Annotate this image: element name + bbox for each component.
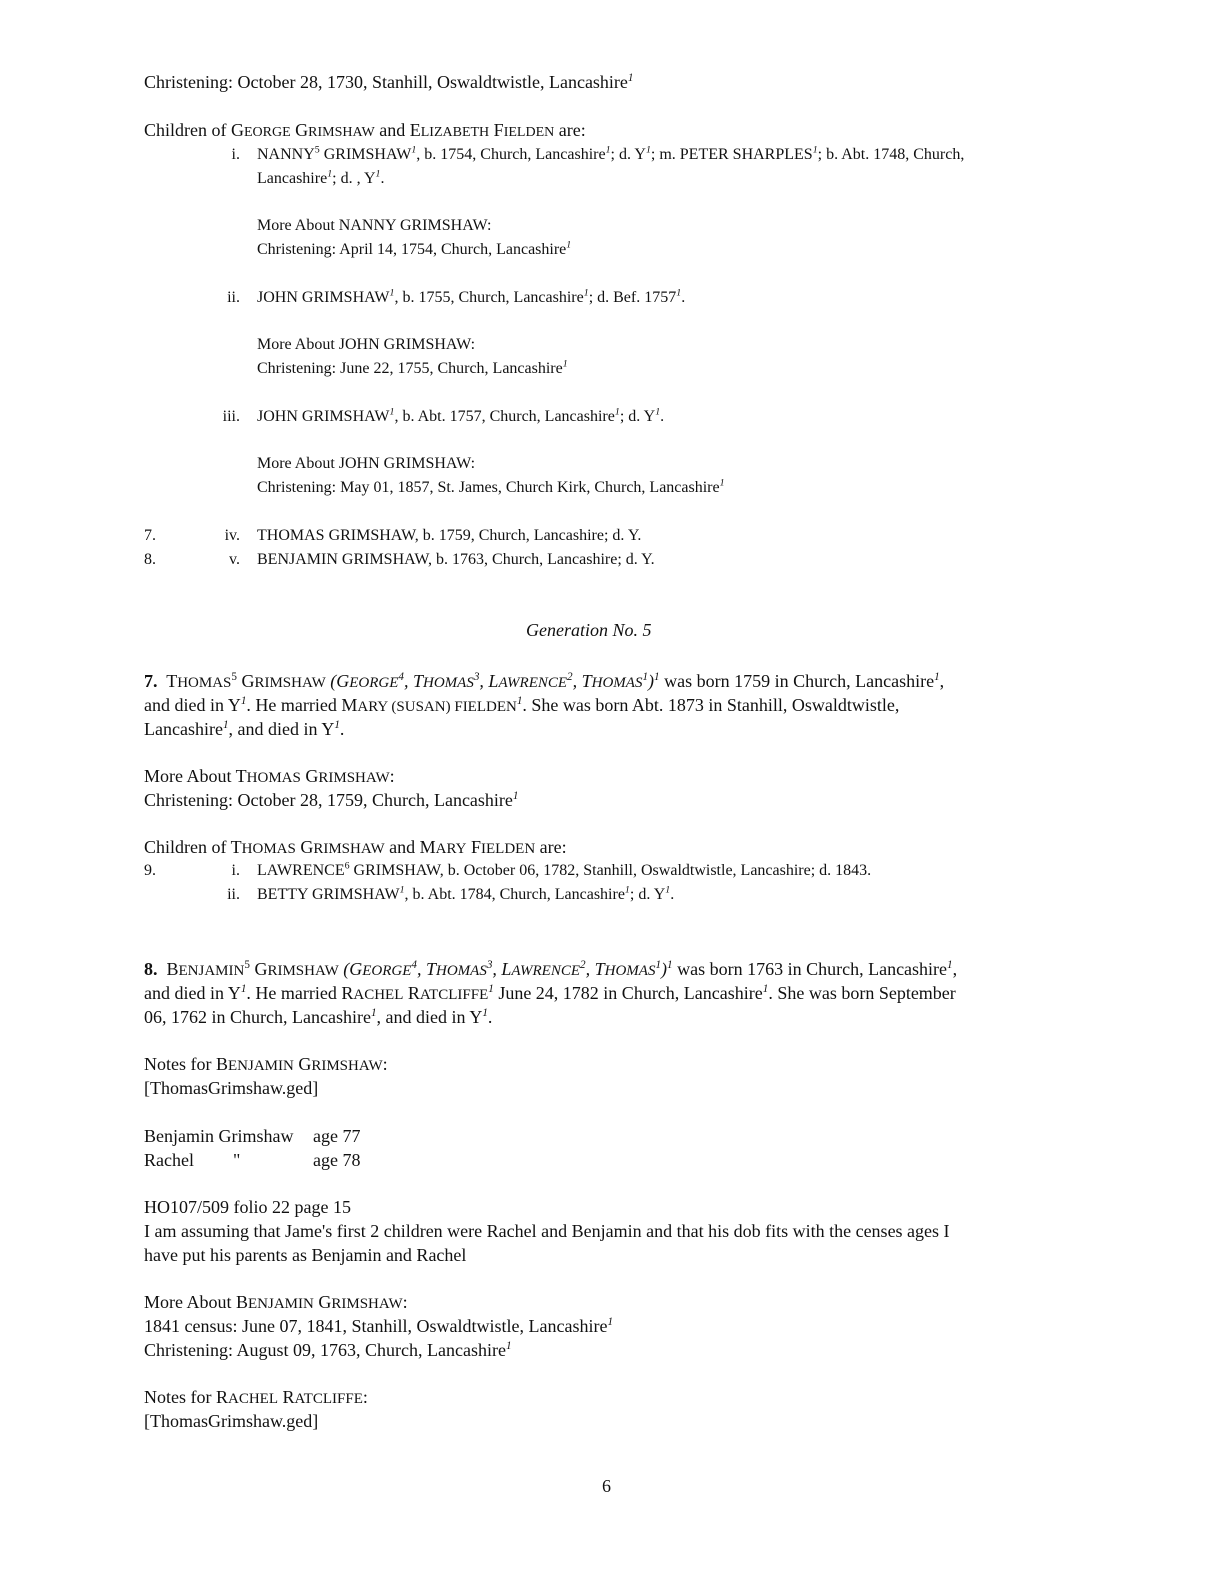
text: . She was born September	[768, 983, 956, 1003]
text: ,	[939, 671, 945, 691]
child-numeral: iii.	[222, 408, 240, 425]
text: RIMSHAW	[311, 1058, 383, 1074]
text: EORGE	[362, 963, 412, 979]
text: Christening: April 14, 1754, Church, Lancashire	[257, 241, 567, 258]
source-citation: 1	[240, 695, 247, 707]
text: and died in Y	[144, 983, 241, 1003]
text: , and died in Y	[228, 719, 335, 739]
text: IELDEN	[481, 841, 536, 857]
text: 2	[580, 959, 586, 971]
more-about-text	[257, 241, 571, 259]
child-entry-nanny	[257, 146, 964, 164]
source-citation: 1	[411, 144, 417, 156]
page-number: 6	[602, 1476, 611, 1496]
generation-number: 5	[314, 144, 320, 156]
text: ; b. Abt. 1748, Church,	[817, 146, 965, 163]
thomas-more-text	[144, 790, 519, 811]
text: , b. Abt. 1784, Church, Lancashire	[404, 886, 625, 903]
source-citation: 1	[488, 983, 494, 995]
notes-paragraph: I am assuming that Jame's first 2 children were Rachel and Benjamin and that his dob fits with the censes ages I	[144, 1221, 950, 1241]
text: AWRENCE	[511, 963, 581, 979]
text: :	[382, 1054, 388, 1074]
source-citation: 1	[222, 719, 229, 731]
text: NANNY	[257, 146, 315, 163]
generation-heading: Generation No. 5	[526, 620, 652, 640]
text: ; m. PETER SHARPLES	[650, 146, 813, 163]
text: G	[300, 766, 319, 786]
text: ARY (S	[357, 699, 405, 715]
text: , b. 1754, Church, Lancashire	[416, 146, 606, 163]
text: are:	[535, 837, 567, 857]
text: )	[661, 959, 668, 979]
text: USAN) F	[404, 699, 463, 715]
text: F	[493, 120, 504, 140]
text: ; d. Bef. 1757	[588, 289, 677, 306]
text: HOMAS	[241, 841, 296, 857]
text: , T	[585, 959, 605, 979]
text: and M	[384, 837, 436, 857]
benjamin-entry-line1	[144, 959, 957, 980]
source-citation: 1	[516, 695, 523, 707]
generation-number: 5	[244, 959, 250, 971]
text: RIMSHAW	[308, 125, 375, 140]
text: . He married	[246, 695, 342, 715]
text: M	[341, 695, 358, 715]
source-citation: 1	[934, 671, 940, 683]
text: Children of	[144, 120, 231, 140]
text: BETTY GRIMSHAW	[257, 886, 400, 903]
text: Christening: June 22, 1755, Church, Lancashire	[257, 360, 563, 377]
text: RIMSHAW	[318, 770, 390, 786]
text: ,	[952, 959, 958, 979]
text: was born 1759 in Church, Lancashire	[659, 671, 935, 691]
christening-text: Christening: October 28, 1730, Stanhill, Oswaldtwistle, Lancashire	[144, 72, 628, 92]
text: GRIMSHAW	[319, 146, 412, 163]
text: and died in Y	[144, 695, 241, 715]
text: ATCLIFFE	[419, 987, 489, 1003]
text: HOMAS	[591, 675, 643, 691]
text: Lancashire	[144, 719, 223, 739]
more-about-label: More About NANNY GRIMSHAW:	[257, 217, 492, 234]
source-citation: 1	[654, 671, 660, 683]
text: RIMSHAW	[313, 841, 385, 857]
child-entry-betty	[257, 886, 674, 904]
text: , L	[479, 671, 499, 691]
text: 1841 census: June 07, 1841, Stanhill, Oswaldtwistle, Lancashire	[144, 1316, 608, 1336]
christening-line	[144, 72, 634, 93]
generation-number: 5	[231, 671, 237, 683]
child-numeral: ii.	[227, 886, 240, 903]
text: Notes for R	[144, 1387, 228, 1407]
text: JOHN GRIMSHAW	[257, 408, 390, 425]
child-numeral: iv.	[224, 527, 240, 544]
source-citation: 1	[762, 983, 769, 995]
more-about-label: More About JOHN GRIMSHAW:	[257, 455, 476, 472]
source-citation: 1	[645, 144, 651, 156]
text: ACHEL	[228, 1391, 278, 1407]
source-citation: 1	[562, 358, 568, 370]
text: HOMAS	[604, 963, 656, 979]
child-entry-thomas: THOMAS GRIMSHAW, b. 1759, Church, Lancashire; d. Y.	[257, 527, 642, 544]
text: HOMAS	[246, 770, 301, 786]
more-about-label: More About JOHN GRIMSHAW:	[257, 336, 476, 353]
text: , T	[404, 671, 424, 691]
source-citation: 1	[624, 884, 630, 896]
text: 06, 1762 in Church, Lancashire	[144, 1007, 371, 1027]
generation-number: 6	[344, 860, 350, 872]
text: .	[681, 289, 686, 306]
source-citation: 1	[389, 287, 395, 299]
text: T	[166, 671, 178, 691]
source-citation: 1	[667, 959, 673, 971]
text: was born 1763 in Church, Lancashire	[672, 959, 948, 979]
census-row-age: age 77	[313, 1126, 361, 1146]
census-reference: HO107/509 folio 22 page 15	[144, 1197, 351, 1217]
text: Notes for B	[144, 1054, 228, 1074]
descendant-number: 8.	[144, 551, 156, 568]
source-citation: 1	[240, 983, 247, 995]
text: G	[295, 120, 309, 140]
text: GRIMSHAW, b. October 06, 1782, Stanhill, Oswaldtwistle, Lancashire; d. 1843.	[349, 862, 872, 879]
text: , T	[416, 959, 436, 979]
census-row-name: Benjamin Grimshaw	[144, 1126, 294, 1146]
text: JOHN GRIMSHAW	[257, 289, 390, 306]
text: .	[670, 886, 675, 903]
text: :	[362, 1387, 368, 1407]
text: HOMAS	[423, 675, 474, 691]
text: (G	[338, 959, 363, 979]
child-entry-nanny-cont	[257, 170, 385, 188]
text: G	[295, 837, 314, 857]
benjamin-more-census	[144, 1316, 613, 1337]
text: Christening: August 09, 1763, Church, Lancashire	[144, 1340, 506, 1360]
text: .	[487, 1007, 493, 1027]
children-heading-gen4	[144, 120, 586, 141]
text: ACHEL	[353, 987, 404, 1003]
text: EORGE	[244, 125, 291, 140]
text: ; d. Y	[610, 146, 646, 163]
benjamin-entry-line3	[144, 1007, 492, 1028]
text: G	[293, 1054, 312, 1074]
text: R	[403, 983, 420, 1003]
text: , and died in Y	[376, 1007, 483, 1027]
source-citation: 1	[627, 72, 634, 84]
source-citation: 1	[719, 477, 725, 489]
text: ; d. Y	[629, 886, 666, 903]
text: LAWRENCE	[257, 862, 345, 879]
source-citation: 1	[512, 790, 519, 802]
source-citation: 1	[370, 1007, 377, 1019]
thomas-entry-line3	[144, 719, 344, 740]
descendant-number: 9.	[144, 862, 156, 879]
text: G	[231, 120, 244, 140]
text: . He married	[246, 983, 342, 1003]
text: E	[409, 120, 421, 140]
benjamin-notes-label	[144, 1054, 388, 1075]
text: Children of T	[144, 837, 242, 857]
source-citation: 1	[605, 144, 611, 156]
text: ENJAMIN	[178, 963, 245, 979]
child-entry-lawrence	[257, 862, 871, 880]
source-citation: 1	[583, 287, 589, 299]
text: are:	[554, 120, 586, 140]
text: R	[278, 1387, 295, 1407]
thomas-more-label	[144, 766, 395, 787]
child-entry-john-2	[257, 408, 664, 426]
text: ; d. Y	[619, 408, 656, 425]
text: G	[236, 671, 255, 691]
text: ; d. , Y	[332, 170, 376, 187]
child-numeral: v.	[229, 551, 240, 568]
source-citation: 1	[399, 884, 405, 896]
text: RIMSHAW	[331, 1296, 403, 1312]
source-citation: 1	[327, 168, 333, 180]
text: .	[660, 408, 665, 425]
text: June 24, 1782 in Church, Lancashire	[493, 983, 763, 1003]
more-about-text	[257, 360, 568, 378]
census-row-ditto: "	[233, 1150, 241, 1170]
text: 4	[398, 671, 404, 683]
text: More About B	[144, 1292, 249, 1312]
source-citation: 1	[566, 239, 572, 251]
text: Christening: October 28, 1759, Church, Lancashire	[144, 790, 513, 810]
text: Lancashire	[257, 170, 328, 187]
thomas-children-heading	[144, 837, 567, 858]
text: F	[466, 837, 482, 857]
benjamin-more-christening	[144, 1340, 512, 1361]
census-row-age: age 78	[313, 1150, 361, 1170]
text: :	[389, 766, 395, 786]
text: R	[341, 983, 354, 1003]
source-citation: 1	[614, 406, 620, 418]
text: RIMSHAW	[267, 963, 339, 979]
text: AWRENCE	[498, 675, 568, 691]
text: More About T	[144, 766, 247, 786]
text: HOMAS	[177, 675, 232, 691]
benjamin-notes-file: [ThomasGrimshaw.ged]	[144, 1078, 319, 1098]
entry-number: 8.	[144, 959, 158, 979]
text: ATCLIFFE	[294, 1391, 363, 1407]
text: ENJAMIN	[248, 1296, 314, 1312]
text: B	[166, 959, 179, 979]
source-citation: 1	[389, 406, 395, 418]
text: 1	[642, 671, 649, 683]
rachel-notes-label	[144, 1387, 368, 1408]
entry-number: 7.	[144, 671, 158, 691]
text: 3	[473, 671, 480, 683]
source-citation: 1	[665, 884, 671, 896]
source-citation: 1	[947, 959, 953, 971]
text: 1	[655, 959, 662, 971]
text: , T	[572, 671, 592, 691]
benjamin-entry-line2	[144, 983, 956, 1004]
text: Christening: May 01, 1857, St. James, Church Kirk, Church, Lancashire	[257, 479, 720, 496]
text: EORGE	[349, 675, 399, 691]
descendant-number: 7.	[144, 527, 156, 544]
text: and	[374, 120, 410, 140]
text: 3	[486, 959, 493, 971]
text: 2	[567, 671, 573, 683]
census-row-name: Rachel	[144, 1150, 194, 1170]
child-numeral: i.	[231, 146, 240, 163]
text: . She was born Abt. 1873 in Stanhill, Oswaldtwistle,	[522, 695, 900, 715]
text: G	[313, 1292, 332, 1312]
text: (G	[325, 671, 350, 691]
child-numeral: i.	[231, 862, 240, 879]
source-citation: 1	[375, 168, 381, 180]
source-citation: 1	[334, 719, 340, 731]
source-citation: 1	[655, 406, 661, 418]
more-about-text	[257, 479, 725, 497]
text: 4	[411, 959, 417, 971]
child-entry-john	[257, 289, 685, 307]
rachel-notes-file: [ThomasGrimshaw.ged]	[144, 1411, 319, 1431]
source-citation: 1	[676, 287, 682, 299]
text: IELDEN	[503, 125, 555, 140]
source-citation: 1	[607, 1316, 614, 1328]
source-citation: 1	[505, 1340, 512, 1352]
text: ARY	[435, 841, 467, 857]
text: , L	[492, 959, 512, 979]
text: , b. Abt. 1757, Church, Lancashire	[394, 408, 615, 425]
benjamin-more-label	[144, 1292, 408, 1313]
source-citation: 1	[482, 1007, 488, 1019]
text: HOMAS	[436, 963, 487, 979]
thomas-entry-line1	[144, 671, 944, 692]
source-citation: 1	[812, 144, 818, 156]
text: G	[249, 959, 268, 979]
child-numeral: ii.	[227, 289, 240, 306]
text: ENJAMIN	[228, 1058, 294, 1074]
child-entry-benjamin: BENJAMIN GRIMSHAW, b. 1763, Church, Lancashire; d. Y.	[257, 551, 655, 568]
text: :	[402, 1292, 408, 1312]
text: .	[339, 719, 345, 739]
text: )	[648, 671, 655, 691]
text: RIMSHAW	[254, 675, 326, 691]
text: .	[380, 170, 385, 187]
text: IELDEN	[462, 699, 517, 715]
notes-paragraph: have put his parents as Benjamin and Rachel	[144, 1245, 467, 1265]
thomas-entry-line2	[144, 695, 899, 716]
text: , b. 1755, Church, Lancashire	[394, 289, 584, 306]
text: LIZABETH	[420, 125, 490, 140]
